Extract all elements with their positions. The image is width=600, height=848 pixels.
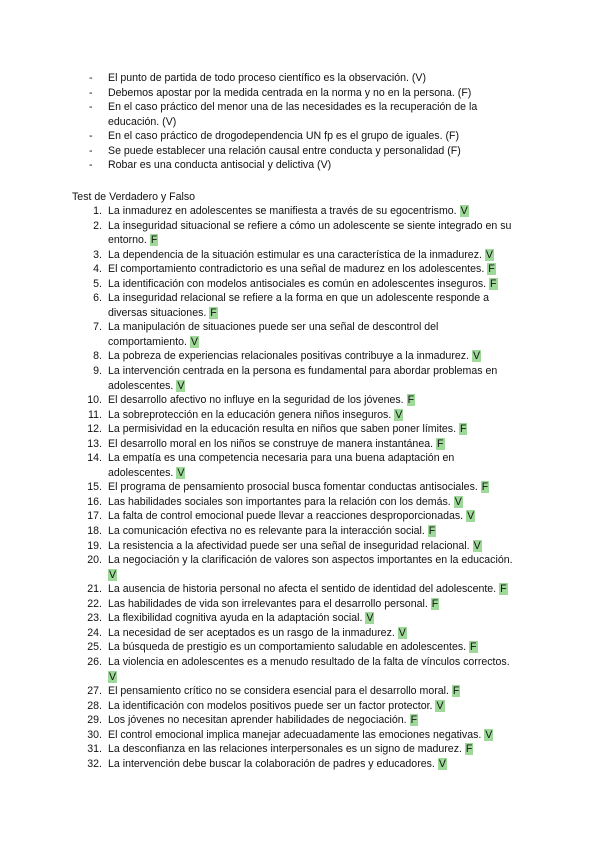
test-item-text: La necesidad de ser aceptados es un rasgo de la inmadurez. [108, 626, 395, 639]
test-item-number: 14. [87, 452, 102, 465]
test-item [0, 219, 600, 248]
test-item-number: 7. [93, 321, 102, 334]
answer-badge: F [470, 641, 477, 654]
answer-badge: V [395, 408, 403, 421]
answer-badge: V [177, 379, 185, 392]
test-item [0, 422, 600, 437]
test-item [0, 539, 600, 554]
answer-badge: V [485, 728, 493, 741]
answer-badge: F [407, 394, 415, 407]
test-item-text: La inseguridad situacional se refiere a cómo un adolescente se siente integrado en su entorno. [108, 219, 512, 247]
test-item [0, 626, 600, 641]
answer-badge: V [109, 670, 117, 683]
test-item-number: 2. [93, 219, 102, 232]
test-list [0, 204, 600, 771]
answer-badge: F [490, 277, 497, 290]
test-item [0, 349, 600, 364]
test-item-number: 27. [87, 685, 102, 698]
answer-badge: V [473, 539, 481, 552]
test-item-number: 26. [87, 655, 102, 668]
test-item-number: 29. [87, 714, 102, 727]
test-item-number: 11. [88, 408, 102, 421]
test-item [0, 262, 600, 277]
test-item-text: La intervención debe buscar la colaboración de padres y educadores. [108, 757, 435, 770]
answer-badge: F [460, 423, 467, 436]
bullet-dash: - [89, 101, 93, 114]
test-item-text: La intervención centrada en la persona es fundamental para abordar problemas en adolescentes. [108, 365, 498, 392]
answer-badge: V [454, 495, 462, 508]
test-item-number: 9. [93, 365, 102, 378]
test-item-number: 23. [87, 612, 102, 625]
test-item-number: 19. [87, 539, 102, 552]
test-item [0, 509, 600, 524]
bullet-text: El punto de partida de todo proceso científico es la observación. (V) [108, 72, 426, 84]
bullet-item [0, 129, 600, 144]
test-item [0, 742, 600, 757]
bullet-list [0, 71, 600, 173]
test-item [0, 597, 600, 612]
test-item [0, 640, 600, 655]
test-item [0, 437, 600, 452]
test-item-number: 16. [87, 495, 102, 508]
test-item-number: 24. [87, 626, 102, 639]
test-item-number: 22. [87, 597, 102, 610]
test-item-text: La pobreza de experiencias relacionales positivas contribuye a la inmadurez. [108, 350, 469, 363]
test-item [0, 291, 600, 320]
bullet-item [0, 158, 600, 173]
test-item [0, 320, 600, 349]
test-item-number: 18. [87, 525, 102, 538]
test-item [0, 684, 600, 699]
test-item-number: 1. [93, 205, 102, 217]
test-item [0, 248, 600, 263]
test-item-text: La desconfianza en las relaciones interpersonales es un signo de madurez. [108, 743, 462, 756]
answer-badge: F [428, 525, 436, 538]
test-item-number: 13. [87, 437, 102, 450]
bullet-text: En el caso práctico del menor una de las necesidades es la recuperación de la educación. (V) [108, 101, 478, 128]
test-item-text: El comportamiento contradictorio es una señal de madurez en los adolescentes. [108, 263, 485, 276]
test-title: Test de Verdadero y Falso [72, 191, 196, 203]
test-item [0, 611, 600, 626]
bullet-dash: - [89, 72, 93, 84]
answer-badge: F [431, 597, 439, 610]
test-item-number: 17. [87, 510, 102, 523]
test-item-text: La negociación y la clarificación de valores son aspectos importantes en la educación. [108, 554, 513, 567]
test-item-number: 12. [87, 423, 102, 436]
test-item-number: 28. [87, 699, 102, 712]
test-item-text: La inseguridad relacional se refiere a la forma en que un adolescente responde a diversas situaciones. [108, 292, 490, 319]
test-item-text: La ausencia de historia personal no afecta el sentido de identidad del adolescente. [108, 583, 497, 596]
test-item [0, 451, 600, 480]
bullet-dash: - [89, 159, 93, 172]
bullet-item [0, 100, 600, 129]
test-item-number: 8. [93, 350, 102, 363]
bullet-dash: - [89, 144, 93, 157]
bullet-text: Se puede establecer una relación causal entre conducta y personalidad (F) [108, 144, 461, 157]
test-item-number: 6. [93, 292, 102, 305]
answer-badge: F [488, 263, 495, 276]
answer-badge: F [410, 714, 418, 727]
test-item [0, 582, 600, 597]
test-item-text: El desarrollo afectivo no influye en la seguridad de los jóvenes. [108, 394, 404, 407]
test-item-number: 3. [93, 248, 102, 261]
answer-badge: F [150, 234, 158, 247]
test-item [0, 393, 600, 408]
test-item [0, 713, 600, 728]
test-item-text: La búsqueda de prestigio es un comportamiento saludable en adolescentes. [108, 641, 467, 654]
test-item [0, 655, 600, 684]
test-item [0, 699, 600, 714]
answer-badge: F [210, 306, 217, 319]
test-item-text: Las habilidades de vida son irrelevantes para el desarrollo personal. [108, 597, 428, 610]
test-item [0, 728, 600, 743]
test-item-text: Los jóvenes no necesitan aprender habilidades de negociación. [108, 714, 407, 727]
test-item-text: La identificación con modelos antisociales es común en adolescentes inseguros. [108, 277, 487, 290]
test-item [0, 495, 600, 510]
bullet-dash: - [89, 86, 93, 99]
test-item-text: La dependencia de la situación estimular es una característica de la inmadurez. [108, 248, 482, 261]
test-item [0, 553, 600, 582]
test-item-text: La flexibilidad cognitiva ayuda en la adaptación social. [108, 612, 363, 625]
test-item [0, 524, 600, 539]
test-item-text: La resistencia a la afectividad puede ser una señal de inseguridad relacional. [108, 539, 470, 552]
test-item-number: 32. [87, 757, 102, 770]
test-item-text: La identificación con modelos positivos puede ser un factor protector. [108, 699, 433, 712]
test-item-text: La inmadurez en adolescentes se manifiesta a través de su egocentrismo. [108, 205, 457, 217]
test-item-text: La falta de control emocional puede llevar a reacciones desproporcionadas. [108, 510, 464, 523]
test-item-number: 25. [87, 641, 102, 654]
test-item-text: El desarrollo moral en los niños se construye de manera instantánea. [108, 437, 434, 450]
answer-badge: V [472, 350, 481, 363]
bullet-dash: - [89, 130, 93, 143]
test-item [0, 364, 600, 393]
test-item [0, 408, 600, 423]
test-item-text: La permisividad en la educación resulta en niños que saben poner límites. [108, 423, 457, 436]
bullet-item [0, 144, 600, 159]
test-item [0, 757, 600, 772]
bullet-text: En el caso práctico de drogodependencia UN fp es el grupo de iguales. (F) [108, 130, 459, 143]
test-item-text: El pensamiento crítico no se considera esencial para el desarrollo moral. [108, 685, 449, 698]
test-item-text: La manipulación de situaciones puede ser una señal de descontrol del comportamiento. [108, 321, 439, 348]
test-item-text: Las habilidades sociales son importantes para la relación con los demás. [108, 495, 451, 508]
test-item [0, 277, 600, 292]
answer-badge: V [366, 612, 374, 625]
answer-badge: V [467, 510, 475, 523]
bullet-text: Robar es una conducta antisocial y delictiva (V) [108, 159, 332, 172]
answer-badge: V [398, 626, 406, 639]
test-item-number: 21. [87, 583, 102, 596]
bullet-item [0, 71, 600, 86]
test-item-number: 10. [87, 394, 102, 407]
test-item [0, 480, 600, 495]
test-item-text: La empatía es una competencia necesaria para una buena adaptación en adolescentes. [108, 452, 455, 479]
test-item-text: La comunicación efectiva no es relevante para la interacción social. [108, 525, 425, 538]
answer-badge: V [190, 335, 198, 348]
test-item-number: 15. [87, 481, 102, 494]
answer-badge: V [438, 757, 446, 770]
test-item [0, 204, 600, 219]
test-item-number: 4. [93, 263, 102, 276]
test-item-number: 30. [87, 728, 102, 741]
test-item-number: 31. [87, 743, 102, 756]
answer-badge: F [481, 481, 489, 494]
answer-badge: F [465, 743, 473, 756]
answer-badge: V [460, 205, 468, 217]
bullet-item [0, 86, 600, 101]
answer-badge: F [500, 583, 507, 596]
test-item-text: La sobreprotección en la educación genera niños inseguros. [108, 408, 392, 421]
test-item-number: 5. [93, 277, 102, 290]
test-item-text: El programa de pensamiento prosocial busca fomentar conductas antisociales. [108, 481, 478, 494]
answer-badge: F [452, 685, 460, 698]
answer-badge: V [436, 699, 444, 712]
test-item-number: 20. [87, 554, 102, 567]
answer-badge: V [109, 568, 117, 581]
bullet-text: Debemos apostar por la medida centrada en la norma y no en la persona. (F) [108, 86, 472, 99]
answer-badge: V [485, 248, 493, 261]
test-item-text: La violencia en adolescentes es a menudo resultado de la falta de vínculos correctos. [108, 655, 510, 668]
test-item-text: El control emocional implica manejar adecuadamente las emociones negativas. [108, 728, 482, 741]
answer-badge: V [177, 466, 185, 479]
answer-badge: F [437, 437, 444, 450]
